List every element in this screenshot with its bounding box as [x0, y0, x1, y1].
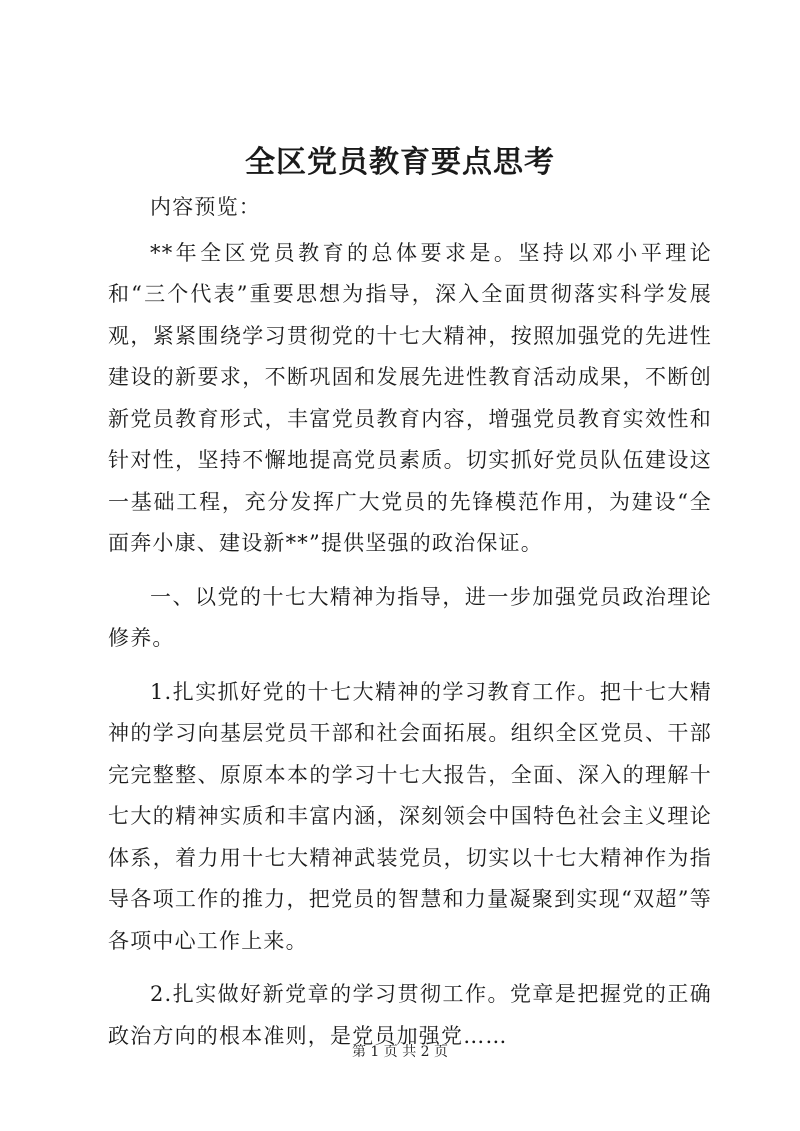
preview-label: 内容预览： — [150, 195, 261, 219]
paragraph-item-one: 1.扎实抓好党的十七大精神的学习教育工作。把十七大精神的学习向基层党员干部和社会面拓展。组织全区党员、干部完完整整、原原本本的学习十七大报告，全面、深入的理解十七大的精神实质和丰富内涵，深刻领会中国特色社会主义理论体系，着力用十七大精神武装党员，切实以十七大精神作为指导各项工作的推力，把党员的智慧和力量凝聚到实现“双超”等各项中心工作上来。 — [108, 679, 712, 953]
document-title: 全区党员教育要点思考 — [245, 145, 555, 180]
paragraph-general-requirements: **年全区党员教育的总体要求是。坚持以邓小平理论和“三个代表”重要思想为指导，深入全面贯彻落实科学发展观，紧紧围绕学习贯彻党的十七大精神，按照加强党的先进性建设的新要求，不断巩固和发展先进性教育活动成果，不断创新党员教育形式，丰富党员教育内容，增强党员教育实效性和针对性，坚持不懈地提高党员素质。切实抓好党员队伍建设这一基础工程，充分发挥广大党员的先锋模范作用，为建设“全面奔小康、建设新**”提供坚强的政治保证。 — [108, 240, 712, 555]
page-footer: 第 1 页 共 2 页 — [351, 1044, 449, 1060]
document-body — [108, 187, 712, 1069]
paragraph-item-two: 2.扎实做好新党章的学习贯彻工作。党章是把握党的正确政治方向的根本准则，是党员加强党…… — [108, 982, 712, 1048]
section-heading-one: 一、以党的十七大精神为指导，进一步加强党员政治理论修养。 — [108, 584, 712, 650]
